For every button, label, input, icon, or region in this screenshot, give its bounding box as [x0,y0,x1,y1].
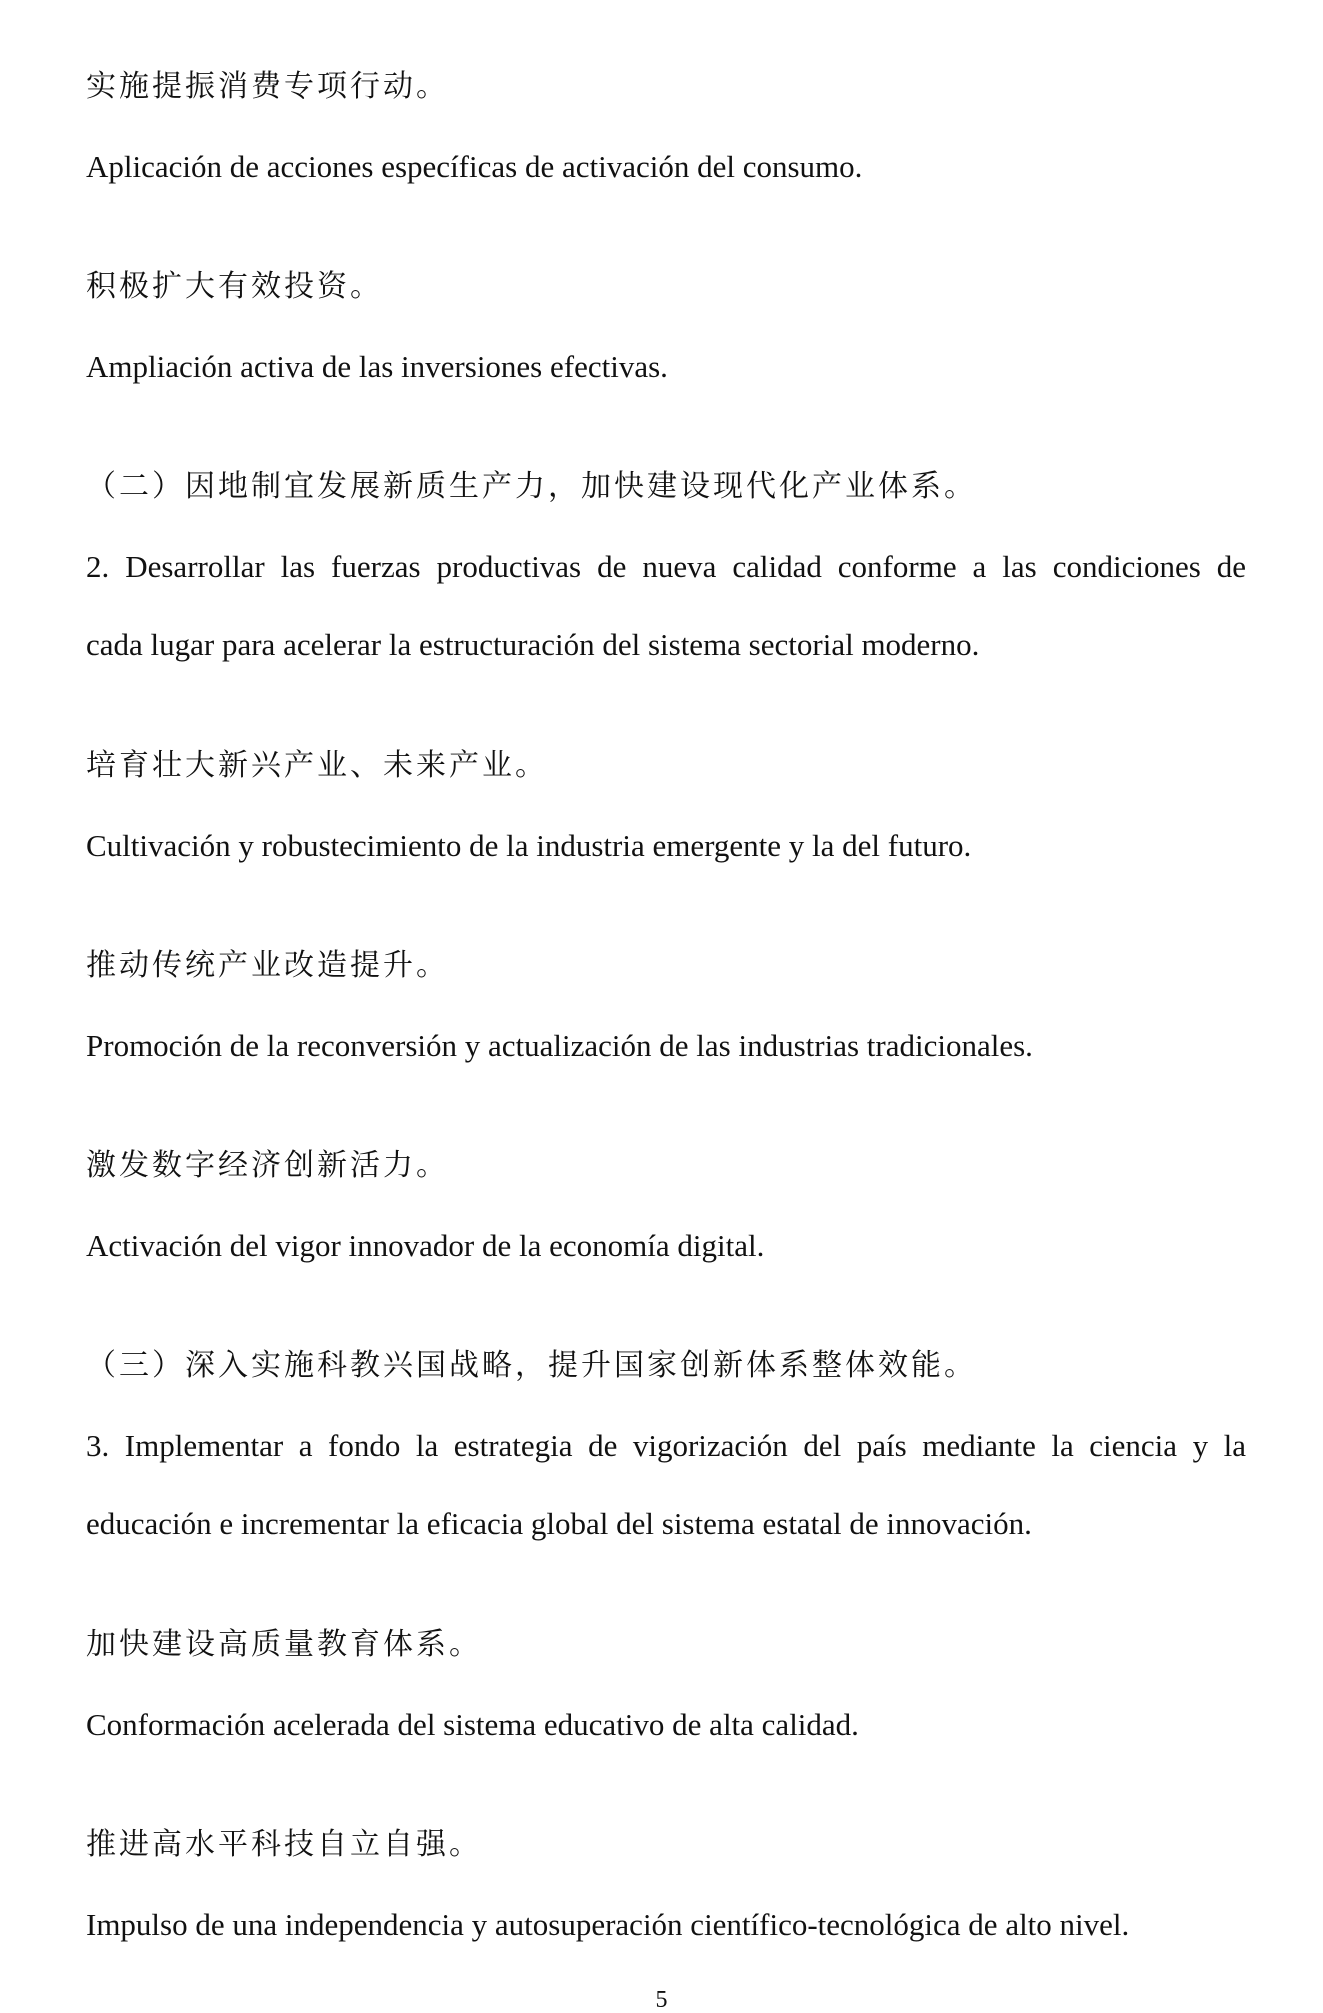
item-4-chinese: 推动传统产业改造提升。 [86,948,449,983]
item-6-spanish: Conformación acelerada del sistema educativo de alta calidad. [86,1707,859,1742]
item-1-spanish: Aplicación de acciones específicas de activación del consumo. [86,149,863,184]
item-1-chinese: 实施提振消费专项行动。 [86,69,449,104]
item-6-chinese: 加快建设高质量教育体系。 [86,1627,482,1662]
item-3-spanish: Cultivación y robustecimiento de la industria emergente y la del futuro. [86,828,972,863]
item-7-chinese: 推进高水平科技自立自强。 [86,1827,482,1862]
section-2-heading-spanish-line-1: 2. Desarrollar las fuerzas productivas de nueva calidad conforme a las condiciones de [86,549,1246,584]
section-2-heading-chinese: （二）因地制宜发展新质生产力，加快建设现代化产业体系。 [86,469,977,504]
item-5-spanish: Activación del vigor innovador de la economía digital. [86,1228,765,1263]
section-3-heading-chinese: （三）深入实施科教兴国战略，提升国家创新体系整体效能。 [86,1348,977,1383]
section-3-heading-spanish-line-2: educación e incrementar la eficacia global del sistema estatal de innovación. [86,1506,1032,1541]
item-2-spanish: Ampliación activa de las inversiones efectivas. [86,349,668,384]
section-3-heading-spanish-line-1: 3. Implementar a fondo la estrategia de vigorización del país mediante la ciencia y la [86,1428,1246,1463]
page-number: 5 [655,1987,668,2013]
item-3-chinese: 培育壮大新兴产业、未来产业。 [86,748,548,783]
section-2-heading-spanish-line-2: cada lugar para acelerar la estructuración del sistema sectorial moderno. [86,627,980,662]
item-5-chinese: 激发数字经济创新活力。 [86,1148,449,1183]
item-4-spanish: Promoción de la reconversión y actualización de las industrias tradicionales. [86,1028,1033,1063]
item-2-chinese: 积极扩大有效投资。 [86,269,383,304]
item-7-spanish: Impulso de una independencia y autosuperación científico-tecnológica de alto nivel. [86,1907,1130,1942]
